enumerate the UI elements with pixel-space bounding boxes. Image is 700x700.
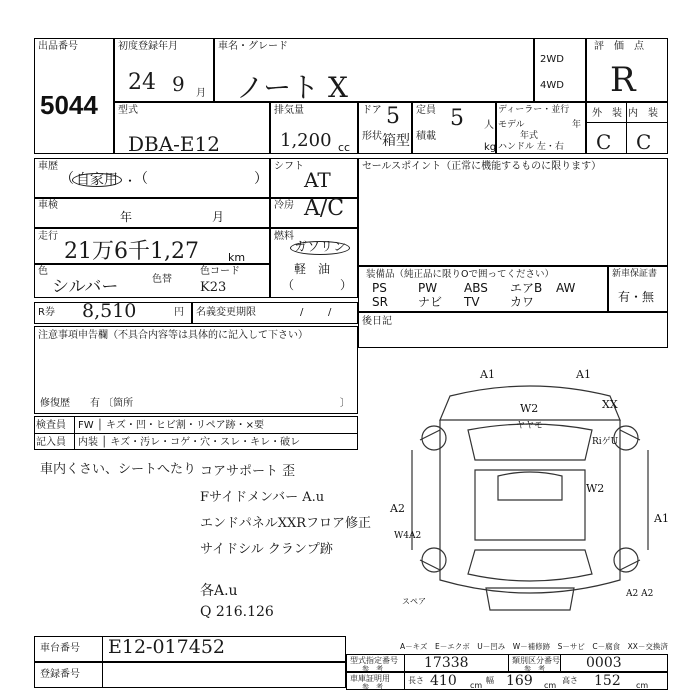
diagram-rig: RiゲU bbox=[592, 437, 619, 447]
damage-legend: A－キズ E－エクボ U－凹み W－補修跡 S－サビ C－腐食 XX－交換済 bbox=[400, 642, 668, 651]
length-value: 410 bbox=[430, 673, 457, 689]
category-ref: 参 考 bbox=[524, 665, 545, 673]
model-label: 型式 bbox=[118, 105, 138, 116]
dealer-label: ディーラー・並行 bbox=[498, 105, 570, 115]
shift-label: シフト bbox=[274, 161, 304, 172]
note-line-6: 各A.u bbox=[200, 583, 238, 599]
inspection-row-2: 内装 │ キズ・汚レ・コゲ・穴・スレ・キレ・破レ bbox=[78, 437, 301, 448]
shape-value: 箱型 bbox=[382, 133, 410, 149]
width-value: 169 bbox=[506, 673, 533, 689]
equipment-item-2: ABS bbox=[464, 281, 488, 295]
after-remarks-box bbox=[358, 312, 668, 348]
door-value: 5 bbox=[386, 104, 400, 129]
diagram-yaya: ヤヤモ bbox=[516, 421, 544, 431]
height-label: 高さ bbox=[562, 676, 578, 685]
equipment-item-6: ナビ bbox=[418, 295, 443, 309]
car-grade-label: 車名・グレード bbox=[218, 41, 288, 52]
recycle-value: 8,510 bbox=[82, 300, 137, 322]
reg-no-label: 登録番号 bbox=[40, 669, 80, 680]
note-line-3: Fサイドメンバー A.u bbox=[200, 490, 325, 505]
color-value: シルバー bbox=[52, 277, 119, 297]
history-paren-left-2: （ bbox=[134, 171, 148, 187]
interior-label: 内 装 bbox=[628, 108, 658, 119]
diagram-a2-left: A2 bbox=[390, 502, 405, 515]
lot-number-label: 出品番号 bbox=[38, 41, 78, 52]
capacity-label: 定員 bbox=[416, 105, 436, 116]
first-reg-label: 初度登録年月 bbox=[118, 41, 178, 52]
drive-box bbox=[534, 38, 586, 102]
kg-label: kg bbox=[484, 142, 497, 153]
reg-deadline-slash-2: / bbox=[328, 307, 332, 318]
equipment-item-4: AW bbox=[556, 281, 576, 295]
repair-history-end: 〕 bbox=[340, 398, 350, 409]
equipment-item-0: PS bbox=[372, 281, 387, 295]
height-value: 152 bbox=[594, 673, 621, 689]
diesel-label: 軽 油 bbox=[294, 262, 331, 276]
model-value: DBA-E12 bbox=[128, 132, 220, 156]
reg-no-box bbox=[34, 662, 346, 688]
note-line-4: エンドパネルXXRフロア修正 bbox=[200, 516, 372, 531]
color-change-label: 色替 bbox=[152, 274, 172, 285]
after-remarks-label: 後日記 bbox=[362, 316, 392, 327]
width-cm: cm bbox=[544, 681, 557, 690]
fuel-value: ガソリン bbox=[290, 240, 350, 255]
recorder-label: 記入員 bbox=[36, 437, 66, 448]
category-value: 0003 bbox=[586, 655, 622, 671]
note-line-5: サイドシル クランプ跡 bbox=[200, 542, 333, 557]
mileage-value: 21万6千1,27 bbox=[64, 239, 199, 264]
repair-history: 修復歴 有 〔箇所 bbox=[40, 398, 134, 409]
type-approval-value: 17338 bbox=[424, 655, 469, 671]
note-line-1: 車内くさい、シートへたり bbox=[40, 462, 197, 477]
km-unit: km bbox=[228, 251, 246, 264]
shape-label: 形状 bbox=[362, 131, 382, 142]
inspector-label: 検査員 bbox=[36, 420, 66, 431]
4wd-label: 4WD bbox=[540, 80, 564, 91]
chassis-label: 車台番号 bbox=[40, 643, 80, 654]
handle-label: ハンドル 左・右 bbox=[498, 142, 564, 152]
warranty-label: 新車保証書 bbox=[612, 269, 658, 279]
shaken-label: 車検 bbox=[38, 200, 58, 211]
diagram-w2b: W2 bbox=[586, 482, 605, 495]
capacity-unit: 人 bbox=[484, 120, 494, 131]
diagram-a1-top-2: A1 bbox=[576, 368, 591, 381]
cert-dims-ref: 参 考 bbox=[362, 683, 383, 691]
fuel-paren-left: （ bbox=[282, 278, 295, 292]
car-damage-diagram bbox=[380, 360, 680, 620]
shaken-month: 月 bbox=[212, 210, 225, 224]
history-value: 自家用 bbox=[72, 172, 122, 188]
reg-deadline-label: 名義変更期限 bbox=[196, 307, 256, 318]
yen-unit: 円 bbox=[174, 307, 184, 318]
color-label: 色 bbox=[38, 266, 48, 277]
warranty-options: 有・無 bbox=[618, 290, 655, 304]
height-cm: cm bbox=[636, 681, 649, 690]
cc-unit: cc bbox=[338, 141, 351, 154]
history-paren-right: ） bbox=[254, 171, 268, 187]
history-paren-left: （ bbox=[60, 171, 74, 187]
shift-value: AT bbox=[304, 168, 331, 192]
eval-score: R bbox=[610, 60, 636, 100]
eval-label: 評 価 点 bbox=[594, 41, 644, 52]
first-reg-month: 9 bbox=[172, 72, 185, 96]
recycle-label: R券 bbox=[38, 307, 55, 318]
load-label: 積載 bbox=[416, 131, 436, 142]
type-approval-ref: 参 考 bbox=[362, 665, 383, 673]
shaken-box bbox=[34, 198, 270, 228]
category-label: 類別区分番号 bbox=[512, 656, 560, 665]
length-label: 長さ bbox=[408, 676, 424, 685]
diagram-w4a2: W4A2 bbox=[394, 531, 422, 541]
sales-point-label: セールスポイント（正常に機能するものに限ります） bbox=[362, 161, 602, 172]
displacement-value: 1,200 bbox=[280, 130, 332, 151]
interior-score: C bbox=[636, 130, 652, 154]
equipment-item-5: SR bbox=[372, 295, 388, 309]
model-year-label: モデル bbox=[498, 120, 525, 130]
diagram-a1-right: A1 bbox=[654, 512, 669, 525]
note-line-2: コアサポート 歪 bbox=[200, 464, 296, 479]
exterior-score: C bbox=[596, 130, 612, 154]
notes-label: 注意事項申告欄（不具合内容等は具体的に記入して下さい） bbox=[38, 330, 308, 341]
fuel-label: 燃料 bbox=[274, 231, 294, 242]
fuel-paren-right: ） bbox=[340, 278, 353, 292]
chassis-value: E12-017452 bbox=[108, 636, 225, 658]
first-reg-year: 24 bbox=[128, 70, 156, 95]
history-dot: ・ bbox=[124, 174, 137, 188]
color-code-label: 色コード bbox=[200, 266, 240, 277]
diagram-w2: W2 bbox=[520, 402, 539, 415]
door-label: ドア bbox=[362, 105, 382, 116]
aircon-value: A/C bbox=[304, 196, 345, 221]
equipment-label: 装備品（純正品に限りΟで囲ってください） bbox=[366, 269, 554, 280]
shaken-year: 年 bbox=[120, 210, 133, 224]
month-label-top: 月 bbox=[196, 88, 206, 99]
lot-number-value: 5044 bbox=[40, 90, 98, 120]
color-code-value: K23 bbox=[200, 280, 227, 295]
reg-deadline-slash: / bbox=[300, 307, 304, 318]
2wd-label: 2WD bbox=[540, 54, 564, 65]
equipment-item-3: エアB bbox=[510, 281, 543, 295]
history-label: 車歴 bbox=[38, 161, 58, 172]
length-cm: cm bbox=[470, 681, 483, 690]
year-type-label: 年式 bbox=[520, 131, 539, 141]
car-name-value: ノート X bbox=[236, 71, 348, 104]
equipment-item-8: カワ bbox=[510, 295, 535, 309]
type-approval-label: 型式指定番号 bbox=[350, 656, 398, 665]
aircon-label: 冷房 bbox=[274, 200, 294, 211]
diagram-a1-top: A1 bbox=[480, 368, 495, 381]
equipment-item-1: PW bbox=[418, 281, 438, 295]
diagram-xx: XX bbox=[602, 398, 618, 411]
model-year-nen: 年 bbox=[572, 120, 582, 130]
equipment-item-7: TV bbox=[464, 295, 480, 309]
diagram-a2-bottom: A2 A2 bbox=[626, 589, 654, 599]
diagram-spare: スペア bbox=[402, 597, 426, 606]
cert-dims-label: 車庫証明用 bbox=[350, 674, 390, 683]
width-label: 幅 bbox=[486, 676, 494, 685]
capacity-value: 5 bbox=[450, 106, 464, 131]
inspection-row-1: FW │ キズ・凹・ヒビ割・リペア跡・×要 bbox=[78, 420, 264, 431]
exterior-label: 外 装 bbox=[592, 108, 622, 119]
mileage-label: 走行 bbox=[38, 231, 58, 242]
note-line-7: Q 216.126 bbox=[200, 604, 274, 620]
displacement-label: 排気量 bbox=[274, 105, 304, 116]
sales-point-box bbox=[358, 158, 668, 266]
